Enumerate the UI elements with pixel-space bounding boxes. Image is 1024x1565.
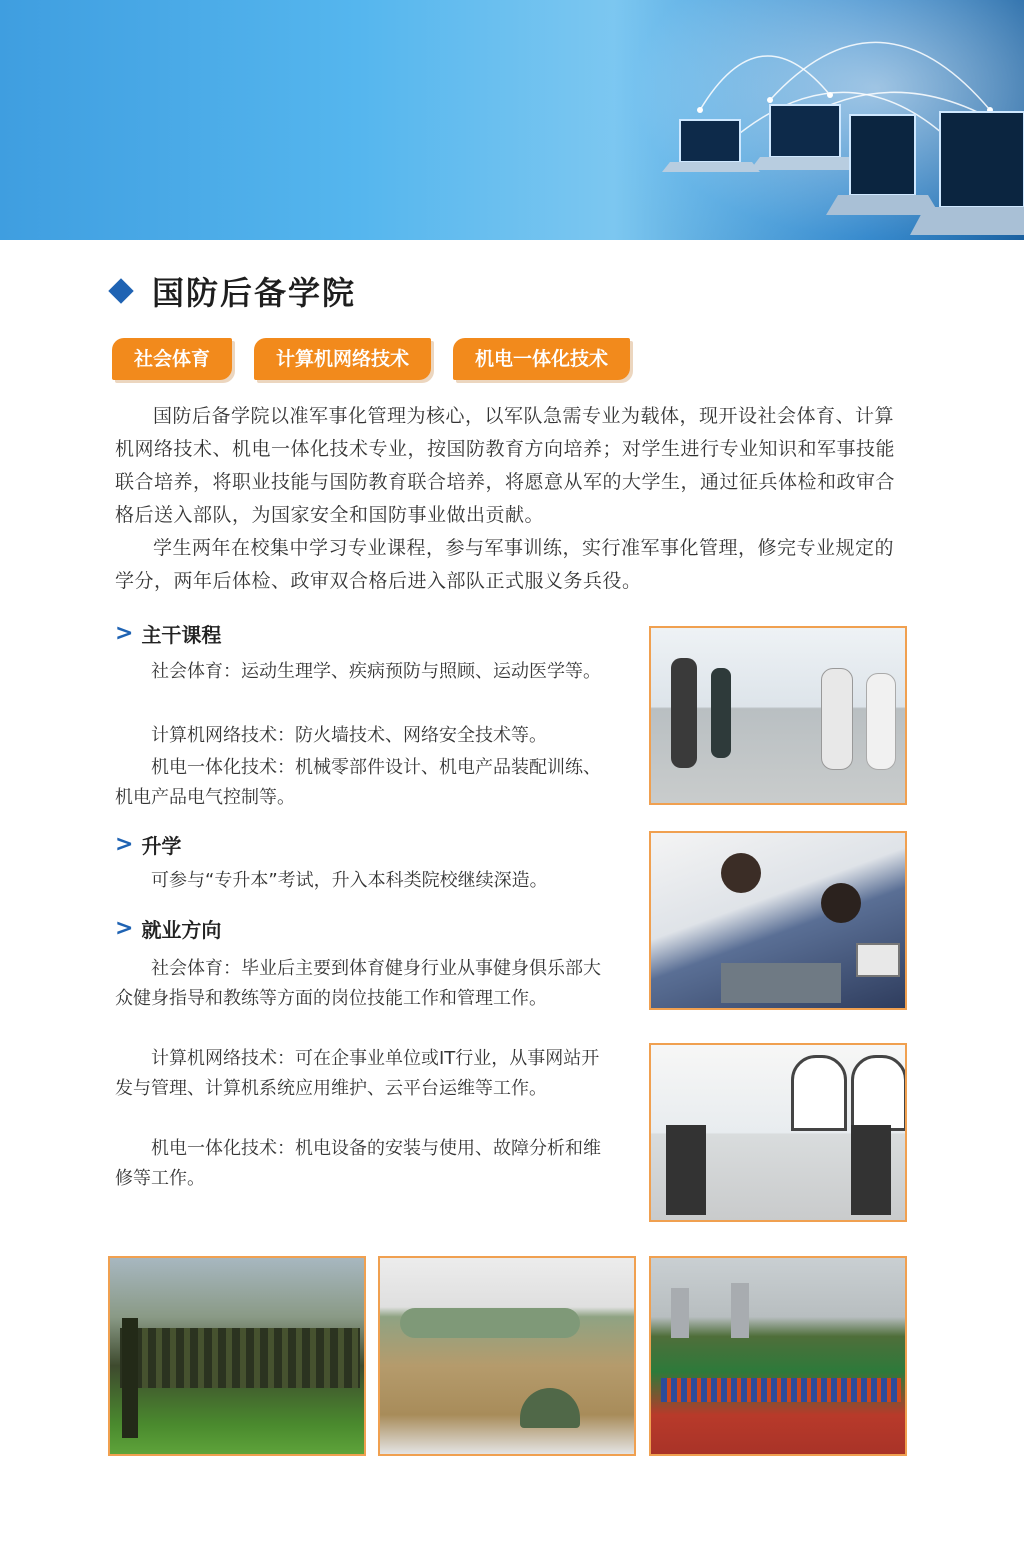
career-item: 社会体育：毕业后主要到体育健身行业从事健身俱乐部大众健身指导和教练等方面的岗位技能工作和管理工作。 (115, 958, 601, 1009)
subheading-label: 主干课程 (141, 623, 222, 647)
laptop-network-illustration (0, 0, 1024, 240)
photo-military-march (108, 1256, 366, 1456)
course-item: 社会体育：运动生理学、疾病预防与照顾、运动医学等。 (151, 661, 601, 682)
subheading-career (115, 914, 221, 943)
page-title: 国防后备学院 (152, 274, 357, 312)
photo-mechatronics-lab (649, 831, 907, 1010)
intro-paragraph-1: 国防后备学院以准军事化管理为核心，以军队急需专业为载体，现开设社会体育、计算机网络技术、机电一体化技术专业，按国防教育方向培养；对学生进行专业知识和军事技能联合培养，将职业技能与国防教育联合培养，将愿意从军的大学生，通过征兵体检和政审合格后送入部队，为国家安全和国防事业做出贡献。 (115, 405, 896, 526)
subheading-further-study (115, 830, 181, 859)
subheading-courses (115, 619, 221, 648)
career-item: 计算机网络技术：可在企事业单位或IT行业，从事网站开发与管理、计算机系统应用维护、云平台运维等工作。 (115, 1048, 600, 1099)
section-title (112, 268, 356, 314)
photo-gym (649, 1043, 907, 1222)
career-item: 机电一体化技术：机电设备的安装与使用、故障分析和维修等工作。 (115, 1138, 601, 1189)
subheading-label: 就业方向 (141, 918, 222, 942)
chevron-right-icon: > (115, 916, 134, 941)
course-item: 计算机网络技术：防火墙技术、网络安全技术等。 (151, 725, 547, 746)
chevron-right-icon: > (115, 621, 134, 646)
chevron-right-icon: > (115, 832, 134, 857)
tag-computer-network: 计算机网络技术 (254, 338, 431, 380)
header-banner (0, 0, 1024, 240)
further-study-item: 可参与“专升本”考试，升入本科类院校继续深造。 (151, 870, 548, 891)
course-item: 机电一体化技术：机械零部件设计、机电产品装配训练、机电产品电气控制等。 (115, 757, 601, 808)
photo-sports-field-drill (649, 1256, 907, 1456)
photo-fencing-training (649, 626, 907, 805)
subheading-label: 升学 (141, 834, 182, 858)
intro-paragraph-2: 学生两年在校集中学习专业课程，参与军事训练，实行准军事化管理，修完专业规定的学分，两年后体检、政审双合格后进入部队正式服义务兵役。 (115, 537, 895, 592)
tag-social-sports: 社会体育 (112, 338, 232, 380)
diamond-bullet-icon (108, 278, 133, 303)
tag-mechatronics: 机电一体化技术 (453, 338, 630, 380)
photo-folded-bedding (378, 1256, 636, 1456)
major-tags (112, 338, 630, 380)
